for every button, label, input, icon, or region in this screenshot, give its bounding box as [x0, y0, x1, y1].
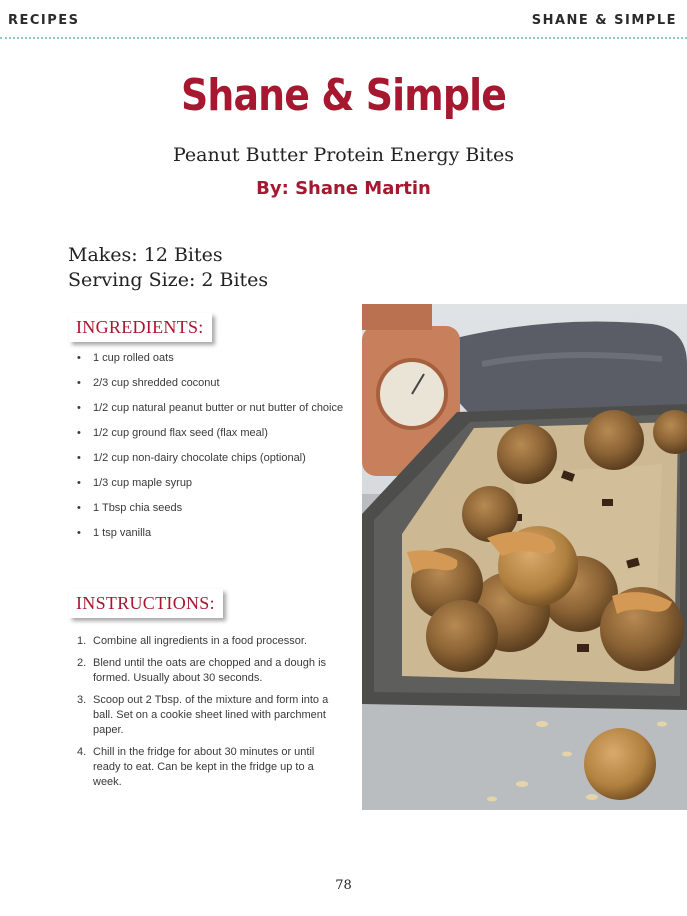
ingredient-item: • 1/2 cup ground flax seed (flax meal) — [77, 427, 268, 439]
author-byline: By: Shane Martin — [256, 178, 431, 199]
ingredient-item: • 1 tsp vanilla — [77, 527, 152, 539]
instructions-list — [74, 634, 342, 797]
header-divider — [0, 37, 687, 39]
instruction-text: Scoop out 2 Tbsp. of the mixture and form into a ball. Set on a cookie sheet lined with parchment paper. — [93, 694, 329, 736]
ingredient-text: 1 cup rolled oats — [93, 352, 174, 364]
ingredient-item: • 1 Tbsp chia seeds — [77, 502, 183, 514]
instruction-text: Combine all ingredients in a food processor. — [93, 635, 308, 647]
instruction-text: Chill in the fridge for about 30 minutes or until ready to eat. Can be kept in the fridge up to a week. — [93, 746, 315, 788]
instruction-step: 3. Scoop out 2 Tbsp. of the mixture and form into a ball. Set on a cookie sheet lined with parchment paper. — [77, 694, 329, 736]
ingredient-item: • 1/2 cup non-dairy chocolate chips (optional) — [77, 452, 306, 464]
section-label: RECIPES — [8, 13, 80, 28]
ingredients-list — [74, 351, 349, 551]
ingredient-item: • 1/3 cup maple syrup — [77, 477, 193, 489]
recipe-title: Peanut Butter Protein Energy Bites — [172, 144, 515, 166]
ingredients-heading: INGREDIENTS: — [69, 313, 212, 342]
publication-label: SHANE & SIMPLE — [531, 13, 677, 28]
brand-title: Shane & Simple — [180, 70, 506, 121]
ingredient-item: • 2/3 cup shredded coconut — [77, 377, 220, 389]
ingredient-text: 1/3 cup maple syrup — [93, 477, 193, 489]
ingredient-text: 1/2 cup natural peanut butter or nut butter of choice — [93, 402, 344, 414]
ingredient-item: • 1 cup rolled oats — [77, 352, 174, 364]
instruction-step: 2. Blend until the oats are chopped and a dough is formed. Usually about 30 seconds. — [77, 657, 327, 684]
instruction-text: Blend until the oats are chopped and a dough is formed. Usually about 30 seconds. — [93, 657, 327, 684]
instructions-heading: INSTRUCTIONS: — [69, 589, 223, 618]
ingredient-text: 1 tsp vanilla — [93, 527, 152, 539]
instruction-step: 1. Combine all ingredients in a food processor. — [77, 635, 308, 647]
instruction-step: 4. Chill in the fridge for about 30 minutes or until ready to eat. Can be kept in the fridge up to a week. — [77, 746, 315, 788]
serving-size-text: Serving Size: 2 Bites — [68, 269, 269, 291]
ingredient-text: 1/2 cup non-dairy chocolate chips (optional) — [93, 452, 306, 464]
yield-text: Makes: 12 Bites — [68, 244, 223, 266]
page-number: 78 — [335, 878, 352, 893]
ingredient-text: 1/2 cup ground flax seed (flax meal) — [93, 427, 268, 439]
ingredient-text: 2/3 cup shredded coconut — [93, 377, 220, 389]
energy-bites-photo — [362, 304, 687, 810]
ingredient-item: • 1/2 cup natural peanut butter or nut butter of choice — [77, 402, 344, 414]
ingredient-text: 1 Tbsp chia seeds — [93, 502, 183, 514]
